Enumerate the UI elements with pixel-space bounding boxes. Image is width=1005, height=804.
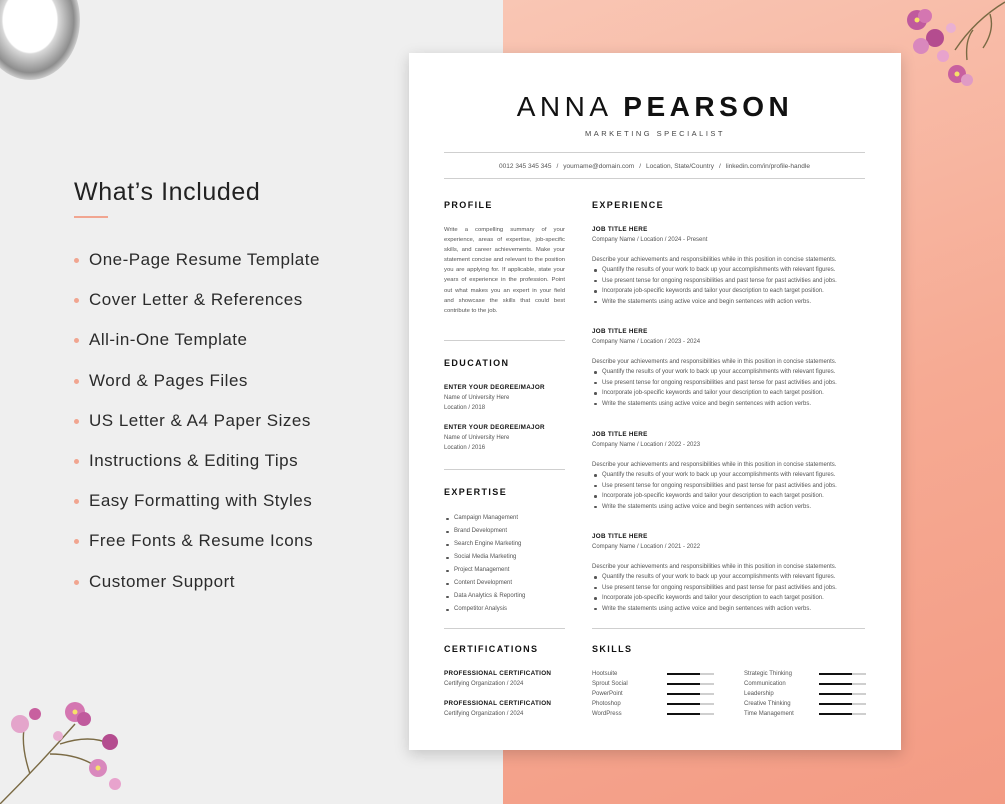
contact-line xyxy=(444,163,865,170)
skill-name: Leadership xyxy=(744,691,774,698)
skill-bar xyxy=(819,703,866,705)
job-description: Describe your achievements and responsibilities while in this position in concise statements. xyxy=(592,564,837,570)
contact-location: Location, State/Country xyxy=(646,163,714,170)
job-entry xyxy=(592,225,867,307)
resume-page xyxy=(409,53,901,750)
skill-bar-fill xyxy=(667,693,700,695)
skill-name: PowerPoint xyxy=(592,691,623,698)
contact-separator: / xyxy=(556,163,559,170)
skill-bar xyxy=(667,693,714,695)
expertise-item: Data Analytics & Reporting xyxy=(454,590,525,603)
education-rule xyxy=(444,469,565,470)
skill-name: Communication xyxy=(744,681,786,688)
contact-separator: / xyxy=(718,163,721,170)
header-rule-top xyxy=(444,152,865,153)
skill-bar xyxy=(819,683,866,685)
certification-item xyxy=(444,669,569,689)
skill-row xyxy=(592,689,714,699)
skills-rule xyxy=(592,628,865,629)
job-bullet: Write the statements using active voice and begin sentences with action verbs. xyxy=(602,297,867,307)
flower-decoration-bottom-left xyxy=(0,664,140,804)
skill-name: Photoshop xyxy=(592,701,621,708)
job-bullet: Write the statements using active voice and begin sentences with action verbs. xyxy=(602,399,867,409)
title-underline xyxy=(74,216,108,218)
education-school: Name of University Here xyxy=(444,435,510,441)
education-school: Name of University Here xyxy=(444,395,510,401)
included-item: One-Page Resume Template xyxy=(74,248,320,288)
skill-name: Sprout Social xyxy=(592,681,628,688)
contact-phone: 0012 345 345 345 xyxy=(499,163,552,170)
job-bullet: Quantify the results of your work to back up your accomplishments with relevant figures. xyxy=(602,265,867,275)
job-bullet: Incorporate job-specific keywords and tailor your description to each target position. xyxy=(602,491,867,501)
skill-bar xyxy=(819,673,866,675)
job-company: Company Name / Location / 2022 - 2023 xyxy=(592,442,701,448)
skill-name: Strategic Thinking xyxy=(744,671,792,677)
skill-name: Creative Thinking xyxy=(744,701,791,708)
job-description: Describe your achievements and responsibilities while in this position in concise statements. xyxy=(592,462,837,468)
expertise-item: Content Development xyxy=(454,577,525,590)
expertise-item: Campaign Management xyxy=(454,512,525,525)
header-rule-bottom xyxy=(444,178,865,179)
job-company: Company Name / Location / 2023 - 2024 xyxy=(592,339,701,345)
expertise-item: Search Engine Marketing xyxy=(454,538,525,551)
job-bullet: Write the statements using active voice and begin sentences with action verbs. xyxy=(602,502,867,512)
contact-separator: / xyxy=(639,163,642,170)
included-item: Customer Support xyxy=(74,570,320,610)
expertise-heading: EXPERTISE xyxy=(444,487,508,497)
education-location: Location / 2016 xyxy=(444,445,486,451)
skill-name: Hootsuite xyxy=(592,671,618,677)
education-heading: EDUCATION xyxy=(444,358,510,368)
skill-bar xyxy=(819,693,866,695)
skill-name: WordPress xyxy=(592,711,622,718)
included-item: Instructions & Editing Tips xyxy=(74,449,320,489)
job-bullet: Incorporate job-specific keywords and tailor your description to each target position. xyxy=(602,593,867,603)
contact-linkedin: linkedin.com/in/profile-handle xyxy=(725,163,810,170)
resume-role: MARKETING SPECIALIST xyxy=(584,129,726,138)
skill-bar-fill xyxy=(667,673,700,675)
skill-bar xyxy=(667,713,714,715)
whats-included-title: What’s Included xyxy=(74,178,261,206)
job-entry xyxy=(592,327,867,409)
skill-bar-fill xyxy=(667,703,700,705)
skill-bar xyxy=(667,673,714,675)
certifications-rule xyxy=(444,628,565,629)
included-item: Free Fonts & Resume Icons xyxy=(74,529,320,569)
profile-rule xyxy=(444,340,565,341)
skill-bar xyxy=(667,703,714,705)
included-item: Word & Pages Files xyxy=(74,369,320,409)
skill-bar-fill xyxy=(819,713,852,715)
skill-bar xyxy=(819,713,866,715)
included-list xyxy=(74,248,320,610)
certification-name: PROFESSIONAL CERTIFICATION xyxy=(444,700,552,707)
first-name: ANNA xyxy=(516,91,611,122)
profile-text: Write a compelling summary of your experience, areas of expertise, job-specific skills, and career achievements. Make your statement concise and relevant to the position you are applying for. If applicable, state your years of experience in the profession. Point out what makes you an expert in your field and showcase the skills that could best contribute to the job. xyxy=(444,227,565,314)
skill-row xyxy=(744,709,866,719)
skills-column-1 xyxy=(592,669,714,719)
skill-bar-fill xyxy=(819,703,852,705)
expertise-item: Project Management xyxy=(454,564,525,577)
skill-row xyxy=(592,669,714,679)
last-name: PEARSON xyxy=(623,91,794,122)
skill-bar-fill xyxy=(819,683,852,685)
certification-org: Certifying Organization / 2024 xyxy=(444,681,524,687)
job-title: JOB TITLE HERE xyxy=(592,431,648,438)
job-bullet: Use present tense for ongoing responsibilities and past tense for past activities and jobs. xyxy=(602,583,867,593)
job-bullet: Use present tense for ongoing responsibilities and past tense for past activities and jobs. xyxy=(602,276,867,286)
included-item: All-in-One Template xyxy=(74,328,320,368)
job-entry xyxy=(592,430,867,512)
skill-bar-fill xyxy=(667,683,700,685)
expertise-item: Brand Development xyxy=(454,525,525,538)
skill-name: Time Management xyxy=(744,711,794,718)
job-bullet: Quantify the results of your work to back up your accomplishments with relevant figures. xyxy=(602,367,867,377)
job-company: Company Name / Location / 2024 - Present xyxy=(592,237,708,243)
skill-bar-fill xyxy=(819,673,852,675)
education-item xyxy=(444,383,569,413)
job-bullets xyxy=(592,367,867,409)
skill-row xyxy=(744,689,866,699)
job-title: JOB TITLE HERE xyxy=(592,328,648,335)
profile-heading: PROFILE xyxy=(444,200,493,210)
job-bullet: Quantify the results of your work to back up your accomplishments with relevant figures. xyxy=(602,572,867,582)
skill-row xyxy=(744,699,866,709)
job-bullet: Use present tense for ongoing responsibilities and past tense for past activities and jobs. xyxy=(602,481,867,491)
job-bullets xyxy=(592,470,867,512)
job-entry xyxy=(592,532,867,614)
education-item xyxy=(444,423,569,453)
education-degree: ENTER YOUR DEGREE/MAJOR xyxy=(444,384,545,391)
expertise-list xyxy=(444,512,525,616)
job-bullet: Incorporate job-specific keywords and tailor your description to each target position. xyxy=(602,286,867,296)
skills-column-2 xyxy=(744,669,866,719)
job-bullet: Use present tense for ongoing responsibilities and past tense for past activities and jobs. xyxy=(602,378,867,388)
job-bullets xyxy=(592,572,867,614)
skill-row xyxy=(592,699,714,709)
contact-email: yourname@domain.com xyxy=(563,163,635,170)
certification-org: Certifying Organization / 2024 xyxy=(444,711,524,717)
certification-item xyxy=(444,699,569,719)
skill-row xyxy=(592,679,714,689)
job-title: JOB TITLE HERE xyxy=(592,533,648,540)
job-bullet: Incorporate job-specific keywords and tailor your description to each target position. xyxy=(602,388,867,398)
expertise-item: Social Media Marketing xyxy=(454,551,525,564)
included-item: Cover Letter & References xyxy=(74,288,320,328)
experience-heading: EXPERIENCE xyxy=(592,200,665,210)
skill-bar-fill xyxy=(667,713,700,715)
skills-heading: SKILLS xyxy=(592,644,633,654)
expertise-item: Competitor Analysis xyxy=(454,603,525,616)
skill-bar-fill xyxy=(819,693,852,695)
skill-row xyxy=(592,709,714,719)
certification-name: PROFESSIONAL CERTIFICATION xyxy=(444,670,552,677)
education-degree: ENTER YOUR DEGREE/MAJOR xyxy=(444,424,545,431)
resume-name xyxy=(409,91,901,123)
skill-row xyxy=(744,669,866,679)
included-item: Easy Formatting with Styles xyxy=(74,489,320,529)
education-location: Location / 2018 xyxy=(444,405,486,411)
job-description: Describe your achievements and responsibilities while in this position in concise statements. xyxy=(592,359,837,365)
skill-bar xyxy=(667,683,714,685)
job-bullets xyxy=(592,265,867,307)
job-title: JOB TITLE HERE xyxy=(592,226,648,233)
flower-decoration-top-right xyxy=(895,0,1005,100)
skill-row xyxy=(744,679,866,689)
job-description: Describe your achievements and responsibilities while in this position in concise statements. xyxy=(592,257,837,263)
job-bullet: Quantify the results of your work to back up your accomplishments with relevant figures. xyxy=(602,470,867,480)
certifications-heading: CERTIFICATIONS xyxy=(444,644,539,654)
job-bullet: Write the statements using active voice and begin sentences with action verbs. xyxy=(602,604,867,614)
job-company: Company Name / Location / 2021 - 2022 xyxy=(592,544,701,550)
included-item: US Letter & A4 Paper Sizes xyxy=(74,409,320,449)
